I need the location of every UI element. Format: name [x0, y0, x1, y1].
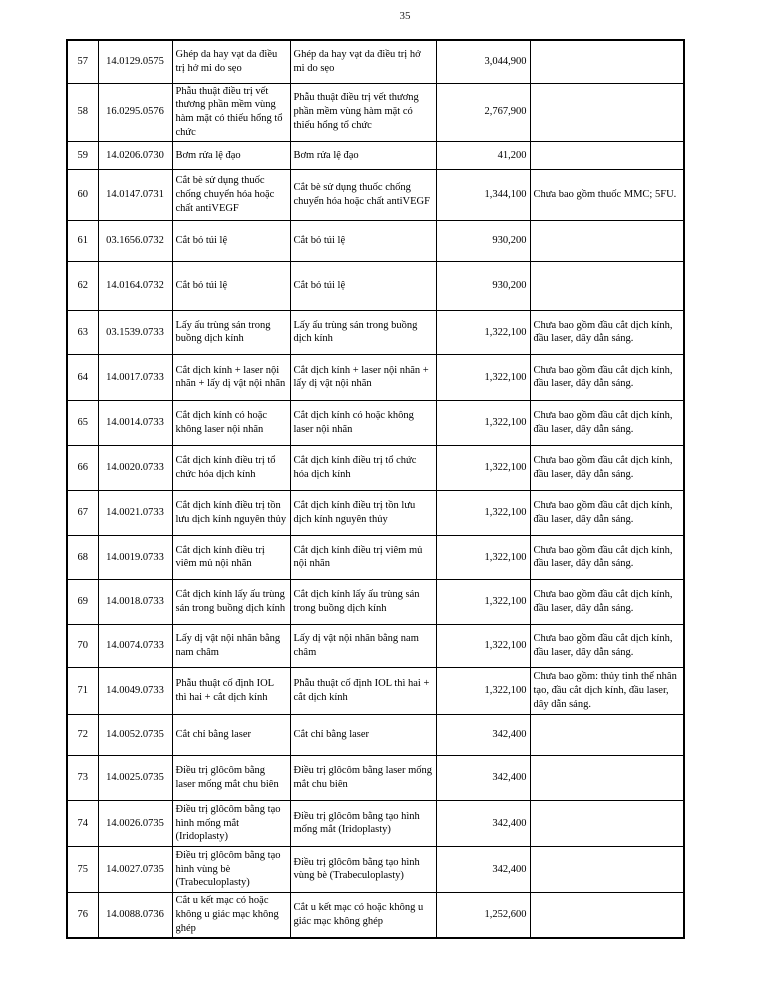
service-name-full: Điều trị glôcôm bằng tạo hình mống mắt (Iridoplasty): [290, 800, 436, 846]
service-note: [530, 40, 684, 83]
service-price: 1,322,100: [436, 400, 530, 445]
service-code: 14.0014.0733: [98, 400, 172, 445]
service-name-full: Ghép da hay vạt da điều trị hở mi do sẹo: [290, 40, 436, 83]
service-note: Chưa bao gồm đầu cắt dịch kính, đầu laser, dây dẫn sáng.: [530, 310, 684, 354]
table-row: [67, 490, 684, 535]
service-note: [530, 83, 684, 141]
service-name: Cắt bỏ túi lệ: [172, 261, 290, 310]
service-code: 14.0049.0733: [98, 667, 172, 714]
service-note: Chưa bao gồm đầu cắt dịch kính, đầu laser, dây dẫn sáng.: [530, 535, 684, 579]
table-row: [67, 310, 684, 354]
service-name: Bơm rửa lệ đạo: [172, 141, 290, 169]
service-price: 930,200: [436, 220, 530, 261]
service-name-full: Phẫu thuật điều trị vết thương phần mềm vùng hàm mặt có thiếu hổng tổ chức: [290, 83, 436, 141]
service-code: 03.1539.0733: [98, 310, 172, 354]
table-row: [67, 400, 684, 445]
row-number: 75: [67, 846, 98, 892]
service-code: 14.0021.0733: [98, 490, 172, 535]
service-code: 14.0020.0733: [98, 445, 172, 490]
service-name: Cắt dịch kính điều trị tồn lưu dịch kính nguyên thủy: [172, 490, 290, 535]
row-number: 69: [67, 579, 98, 624]
service-code: 03.1656.0732: [98, 220, 172, 261]
service-note: [530, 892, 684, 937]
service-name: Điều trị glôcôm bằng tạo hình mống mắt (Iridoplasty): [172, 800, 290, 846]
row-number: 71: [67, 667, 98, 714]
row-number: 58: [67, 83, 98, 141]
service-price: 1,322,100: [436, 490, 530, 535]
page-number: 35: [399, 10, 411, 22]
service-price: 1,322,100: [436, 310, 530, 354]
service-note: Chưa bao gồm đầu cắt dịch kính, đầu laser, dây dẫn sáng.: [530, 624, 684, 667]
service-price: 930,200: [436, 261, 530, 310]
table-row: [67, 846, 684, 892]
table-row: [67, 220, 684, 261]
service-price: 1,322,100: [436, 445, 530, 490]
table-row: [67, 445, 684, 490]
service-name-full: Lấy dị vật nội nhãn bằng nam châm: [290, 624, 436, 667]
service-name: Lấy ấu trùng sán trong buồng dịch kính: [172, 310, 290, 354]
service-code: 14.0025.0735: [98, 755, 172, 800]
service-note: Chưa bao gồm đầu cắt dịch kính, đầu laser, dây dẫn sáng.: [530, 490, 684, 535]
row-number: 64: [67, 354, 98, 400]
service-code: 16.0295.0576: [98, 83, 172, 141]
service-name-full: Cắt dịch kính điều trị tổ chức hóa dịch kính: [290, 445, 436, 490]
service-note: [530, 261, 684, 310]
table-row: [67, 892, 684, 937]
row-number: 61: [67, 220, 98, 261]
table-row: [67, 579, 684, 624]
row-number: 73: [67, 755, 98, 800]
row-number: 76: [67, 892, 98, 937]
service-code: 14.0164.0732: [98, 261, 172, 310]
table-row: [67, 535, 684, 579]
service-note: Chưa bao gồm đầu cắt dịch kính, đầu laser, dây dẫn sáng.: [530, 579, 684, 624]
service-code: 14.0088.0736: [98, 892, 172, 937]
service-note: [530, 755, 684, 800]
service-name: Phẫu thuật cố định IOL thì hai + cắt dịch kính: [172, 667, 290, 714]
service-code: 14.0017.0733: [98, 354, 172, 400]
service-name-full: Cắt dịch kính + laser nội nhãn + lấy dị vật nội nhãn: [290, 354, 436, 400]
service-name-full: Cắt bỏ túi lệ: [290, 261, 436, 310]
service-note: Chưa bao gồm: thủy tinh thể nhân tạo, đầu cắt dịch kính, đầu laser, dây dẫn sáng.: [530, 667, 684, 714]
table-row: [67, 83, 684, 141]
service-name: Cắt dịch kính có hoặc không laser nội nhãn: [172, 400, 290, 445]
service-price-table: [66, 39, 685, 939]
service-code: 14.0018.0733: [98, 579, 172, 624]
service-price: 1,322,100: [436, 535, 530, 579]
service-note: [530, 141, 684, 169]
service-name-full: Bơm rửa lệ đạo: [290, 141, 436, 169]
service-name-full: Điều trị glôcôm bằng laser mống mắt chu biên: [290, 755, 436, 800]
service-name-full: Cắt u kết mạc có hoặc không u giác mạc không ghép: [290, 892, 436, 937]
table-row: [67, 800, 684, 846]
service-note: [530, 846, 684, 892]
service-note: Chưa bao gồm đầu cắt dịch kính, đầu laser, dây dẫn sáng.: [530, 445, 684, 490]
service-name: Điều trị glôcôm bằng tạo hình vùng bè (Trabeculoplasty): [172, 846, 290, 892]
row-number: 66: [67, 445, 98, 490]
row-number: 67: [67, 490, 98, 535]
service-name-full: Cắt dịch kính có hoặc không laser nội nhãn: [290, 400, 436, 445]
row-number: 62: [67, 261, 98, 310]
service-name: Cắt bỏ túi lệ: [172, 220, 290, 261]
service-name: Cắt dịch kính lấy ấu trùng sán trong buồng dịch kính: [172, 579, 290, 624]
table-row: [67, 40, 684, 83]
table-row: [67, 714, 684, 755]
service-price: 3,044,900: [436, 40, 530, 83]
service-code: 14.0206.0730: [98, 141, 172, 169]
service-code: 14.0129.0575: [98, 40, 172, 83]
row-number: 60: [67, 169, 98, 220]
service-price: 41,200: [436, 141, 530, 169]
service-name-full: Điều trị glôcôm bằng tạo hình vùng bè (Trabeculoplasty): [290, 846, 436, 892]
row-number: 72: [67, 714, 98, 755]
service-name: Lấy dị vật nội nhãn bằng nam châm: [172, 624, 290, 667]
service-name: Phẫu thuật điều trị vết thương phần mềm vùng hàm mặt có thiếu hổng tổ chức: [172, 83, 290, 141]
service-name-full: Cắt chỉ bằng laser: [290, 714, 436, 755]
row-number: 65: [67, 400, 98, 445]
row-number: 74: [67, 800, 98, 846]
service-price: 1,322,100: [436, 579, 530, 624]
service-price: 342,400: [436, 755, 530, 800]
service-price: 1,322,100: [436, 624, 530, 667]
service-note: Chưa bao gồm thuốc MMC; 5FU.: [530, 169, 684, 220]
service-name: Cắt dịch kính điều trị tổ chức hóa dịch kính: [172, 445, 290, 490]
table-row: [67, 755, 684, 800]
service-price: 1,344,100: [436, 169, 530, 220]
service-name-full: Cắt dịch kính điều trị tồn lưu dịch kính nguyên thủy: [290, 490, 436, 535]
service-price: 1,322,100: [436, 667, 530, 714]
service-name-full: Phẫu thuật cố định IOL thì hai + cắt dịch kính: [290, 667, 436, 714]
service-name-full: Cắt bè sử dụng thuốc chống chuyển hóa hoặc chất antiVEGF: [290, 169, 436, 220]
table-body: [67, 40, 684, 938]
service-name: Cắt u kết mạc có hoặc không u giác mạc không ghép: [172, 892, 290, 937]
service-note: [530, 800, 684, 846]
service-name-full: Cắt dịch kính lấy ấu trùng sán trong buồng dịch kính: [290, 579, 436, 624]
service-price: 1,252,600: [436, 892, 530, 937]
service-name: Cắt dịch kính + laser nội nhãn + lấy dị vật nội nhãn: [172, 354, 290, 400]
service-price: 342,400: [436, 846, 530, 892]
service-price: 342,400: [436, 714, 530, 755]
row-number: 68: [67, 535, 98, 579]
service-name-full: Lấy ấu trùng sán trong buồng dịch kính: [290, 310, 436, 354]
service-note: Chưa bao gồm đầu cắt dịch kính, đầu laser, dây dẫn sáng.: [530, 400, 684, 445]
service-code: 14.0147.0731: [98, 169, 172, 220]
service-note: [530, 220, 684, 261]
service-note: Chưa bao gồm đầu cắt dịch kính, đầu laser, dây dẫn sáng.: [530, 354, 684, 400]
service-price: 342,400: [436, 800, 530, 846]
table-row: [67, 141, 684, 169]
row-number: 57: [67, 40, 98, 83]
service-code: 14.0026.0735: [98, 800, 172, 846]
row-number: 63: [67, 310, 98, 354]
row-number: 59: [67, 141, 98, 169]
service-note: [530, 714, 684, 755]
service-name: Cắt chỉ bằng laser: [172, 714, 290, 755]
service-code: 14.0027.0735: [98, 846, 172, 892]
table-row: [67, 624, 684, 667]
service-price: 2,767,900: [436, 83, 530, 141]
service-code: 14.0019.0733: [98, 535, 172, 579]
service-name: Điều trị glôcôm bằng laser mống mắt chu biên: [172, 755, 290, 800]
service-name: Cắt bè sử dụng thuốc chống chuyển hóa hoặc chất antiVEGF: [172, 169, 290, 220]
table-row: [67, 261, 684, 310]
service-code: 14.0052.0735: [98, 714, 172, 755]
service-price: 1,322,100: [436, 354, 530, 400]
row-number: 70: [67, 624, 98, 667]
service-name-full: Cắt dịch kính điều trị viêm mủ nội nhãn: [290, 535, 436, 579]
service-name-full: Cắt bỏ túi lệ: [290, 220, 436, 261]
service-name: Cắt dịch kính điều trị viêm mủ nội nhãn: [172, 535, 290, 579]
service-code: 14.0074.0733: [98, 624, 172, 667]
service-name: Ghép da hay vạt da điều trị hở mi do sẹo: [172, 40, 290, 83]
table-row: [67, 354, 684, 400]
table-row: [67, 169, 684, 220]
table-row: [67, 667, 684, 714]
